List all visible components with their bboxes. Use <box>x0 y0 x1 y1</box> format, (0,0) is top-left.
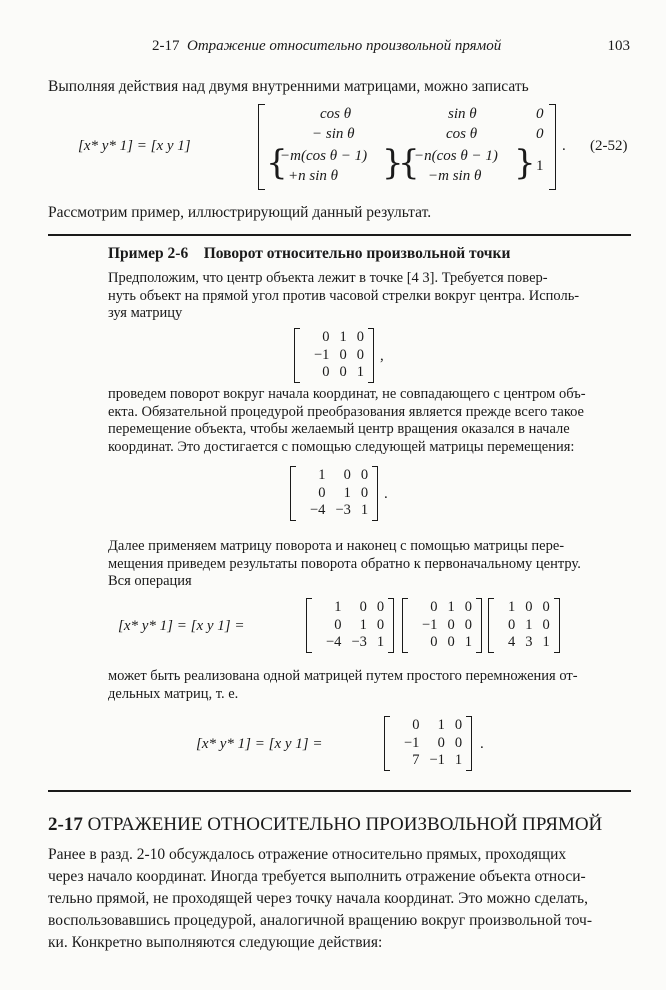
matrix-cell: 0 <box>542 616 550 633</box>
matrix-cell: 0 <box>464 599 472 615</box>
header-title: Отражение относительно произвольной прямой <box>187 38 502 54</box>
header-section-number: 2-17 <box>152 38 180 54</box>
example-title: Пример 2-6 Поворот относительно произвольной точки <box>108 245 511 262</box>
matrix-cell: 3 <box>525 634 533 651</box>
matrix-cell: 0 <box>339 346 347 363</box>
matrix-cell: 0 <box>525 599 533 615</box>
page-number: 103 <box>607 38 630 54</box>
full-operation-lhs: [x* y* 1] = [x y 1] = <box>118 618 245 634</box>
matrix-cell: 1 <box>356 364 364 381</box>
translation-matrix <box>290 466 378 521</box>
example-top-rule <box>48 234 631 236</box>
right-bracket <box>549 104 556 190</box>
matrix-cell: 1 <box>447 599 455 615</box>
matrix-cell: 0 <box>542 599 550 615</box>
matrix-cell: 0 <box>334 616 342 633</box>
matrix-cell: 1 <box>508 599 516 615</box>
matrix-cell: −4 <box>326 634 342 651</box>
matrix-cell: 0 <box>412 717 420 733</box>
matrix-cell: cos θ <box>446 126 478 142</box>
matrix-cell: 1 <box>437 717 445 733</box>
example-paragraph-3: Далее применяем матрицу поворота и наконец с помощью матрицы пере- мещения приведем результаты поворота обратно к первоначальному центру. Вся операция <box>108 538 581 590</box>
matrix-cell: −4 <box>310 502 326 519</box>
matrix-cell: 0 <box>464 616 472 633</box>
example-bottom-rule <box>48 790 631 792</box>
matrix-cell: −1 <box>429 752 445 769</box>
matrix-cell: − sin θ <box>312 126 355 142</box>
matrix-cell: 0 <box>454 734 463 751</box>
example-paragraph-1: Предположим, что центр объекта лежит в точке [4 3]. Требуется повер- нуть объект на прямой угол против часовой стрелки вокруг центра. Исполь- зуя матрицу <box>108 270 580 322</box>
matrix-cell: 1 <box>339 329 347 345</box>
matrix-cell: −1 <box>422 616 438 633</box>
matrix-cell: 0 <box>508 616 516 633</box>
matrix-cell: 0 <box>356 329 364 345</box>
matrix-cell: −1 <box>314 346 330 363</box>
matrix-cell: 4 <box>508 634 516 651</box>
right-brace: } <box>382 143 404 183</box>
matrix-cell: 0 <box>536 126 544 142</box>
example-paragraph-2: проведем поворот вокруг начала координат, не совпадающего с центром объ- екта. Обязательной процедурой преобразования является прежде всего такое перемещение объекта, чтобы желаемый центр вращения оказался в начале координат. Это достигается с помощью следующей матрицы перемещения: <box>108 386 586 455</box>
matrix-cell: 0 <box>454 717 463 733</box>
matrix-cell: 0 <box>376 599 385 615</box>
matrix-cell: −m(cos θ − 1) <box>280 148 368 164</box>
matrix-cell: 0 <box>322 329 330 345</box>
matrix-cell: 1 <box>318 467 326 483</box>
rotation-matrix <box>294 328 374 383</box>
matrix-cell: 1 <box>376 634 385 651</box>
right-brace: } <box>514 143 536 183</box>
matrix-cell: 0 <box>318 484 326 501</box>
matrix-cell: 0 <box>339 364 347 381</box>
matrix-cell: 1 <box>359 616 367 633</box>
matrix-cell: 1 <box>454 752 463 769</box>
book-page: 2-17 Отражение относительно произвольной прямой 103 Выполняя действия над двумя внутренними матрицами, можно записать [x* y* 1] = [x y 1] cos θ sin θ 0 − sin θ cos θ 0 { −m(cos θ − 1) +n sin θ } { −n(cos θ − 1) −m sin θ } 1 . (2-52) Рассмотрим пример, иллюстрирующий данный результат. Пример 2-6 Поворот относительно произвольной точки Предположим, что центр объекта лежит в точке [4 3]. Требуется повер- нуть объект на прямой угол против часовой стрелки вокруг центра. Исполь- зуя матрицу 0 1 0 −1 0 0 0 0 1 , проведем поворот вокруг начала координат, не совпадающего с центром объ- екта. Обязательной процедурой преобразования является прежде всего такое перемещение объекта, чтобы желаемый центр вращения оказался в начале координат. Это достигается с помощью следующей матрицы перемещения: 1 0 0 0 1 0 −4 −3 1 . Далее применяем матрицу поворота и наконец с помощью матрицы пере- мещения приведем результаты поворота обратно к первоначальному центру. Вся операция [x* y* 1] = [x y 1] = 1 0 0 0 1 0 −4 −3 1 0 1 0 −1 0 0 0 0 1 1 0 0 0 1 0 4 3 1 может быть реализована одной матрицей путем простого перемножения от- дельных матриц, т. е. [x* y* 1] = [x y 1] = 0 1 0 −1 0 0 7 −1 1 . 2-17 ОТРАЖЕНИЕ ОТНОСИТЕЛЬНО ПРОИЗВОЛЬНОЙ ПРЯМОЙ Ранее в разд. 2-10 обсуждалось отражение относительно прямых, проходящих через начало координат. Иногда требуется выполнить отражение объекта относи- тельно прямой, не проходящей через точку начала координат. Это можно сделать, воспользовавшись процедурой, аналогичной вращению вокруг произвольной точ- ки. Конкретно выполняются следующие действия: <box>0 0 666 990</box>
matrix-cell: 0 <box>430 634 438 651</box>
rotation-matrix-factor <box>402 598 482 653</box>
matrix-cell: 0 <box>447 634 455 651</box>
matrix-cell: 0 <box>536 106 544 122</box>
matrix-cell: cos θ <box>320 106 352 122</box>
matrix-cell: 0 <box>430 599 438 615</box>
back-translation-matrix-factor <box>488 598 560 653</box>
section-title: ОТРАЖЕНИЕ ОТНОСИТЕЛЬНО ПРОИЗВОЛЬНОЙ ПРЯМОЙ <box>87 814 603 835</box>
matrix-cell: 0 <box>360 484 369 501</box>
matrix-cell: −1 <box>404 734 420 751</box>
eq-2-52-matrix <box>258 104 556 190</box>
matrix-cell: 1 <box>360 502 369 519</box>
example-paragraph-4: может быть реализована одной матрицей путем простого перемножения от- дельных матриц, т. е. <box>108 668 578 702</box>
matrix-cell: −3 <box>351 634 367 651</box>
matrix-cell: 0 <box>376 616 385 633</box>
matrix-cell: 0 <box>322 364 330 381</box>
section-heading <box>48 814 602 836</box>
matrix-cell: sin θ <box>448 106 477 122</box>
matrix-cell: 1 <box>542 634 550 651</box>
left-brace: { <box>266 143 288 183</box>
equation-number: (2-52) <box>590 138 628 154</box>
matrix-cell: 1 <box>536 158 544 174</box>
intro-paragraph: Выполняя действия над двумя внутренними матрицами, можно записать <box>48 78 529 95</box>
result-matrix <box>384 716 472 771</box>
matrix-cell: 0 <box>343 467 351 483</box>
consider-paragraph: Рассмотрим пример, иллюстрирующий данный результат. <box>48 204 432 221</box>
matrix-cell: 1 <box>334 599 342 615</box>
result-lhs: [x* y* 1] = [x y 1] = <box>196 736 323 752</box>
matrix-cell: −3 <box>335 502 351 519</box>
eq-2-52-lhs: [x* y* 1] = [x y 1] <box>78 138 191 154</box>
matrix-cell: −m sin θ <box>428 168 482 184</box>
left-bracket <box>258 104 265 190</box>
matrix-cell: 1 <box>464 634 472 651</box>
matrix-cell: 7 <box>412 752 420 769</box>
matrix-cell: 1 <box>525 616 533 633</box>
matrix-cell: −n(cos θ − 1) <box>414 148 498 164</box>
matrix-cell: +n sin θ <box>288 168 338 184</box>
matrix-cell: 0 <box>437 734 445 751</box>
matrix-cell: 0 <box>356 346 364 363</box>
matrix-cell: 0 <box>360 467 369 483</box>
section-number: 2-17 <box>48 814 83 835</box>
left-brace: { <box>398 143 420 183</box>
matrix-cell: 0 <box>447 616 455 633</box>
translation-matrix-factor <box>306 598 394 653</box>
matrix-cell: 0 <box>359 599 367 615</box>
section-paragraph: Ранее в разд. 2-10 обсуждалось отражение относительно прямых, проходящих через начало координат. Иногда требуется выполнить отражение объекта относи- тельно прямой, не проходящей через точку начала координат. Это можно сделать, воспользовавшись процедурой, аналогичной вращению вокруг произвольной точ- ки. Конкретно выполняются следующие действия: <box>48 846 592 951</box>
matrix-cell: 1 <box>343 484 351 501</box>
